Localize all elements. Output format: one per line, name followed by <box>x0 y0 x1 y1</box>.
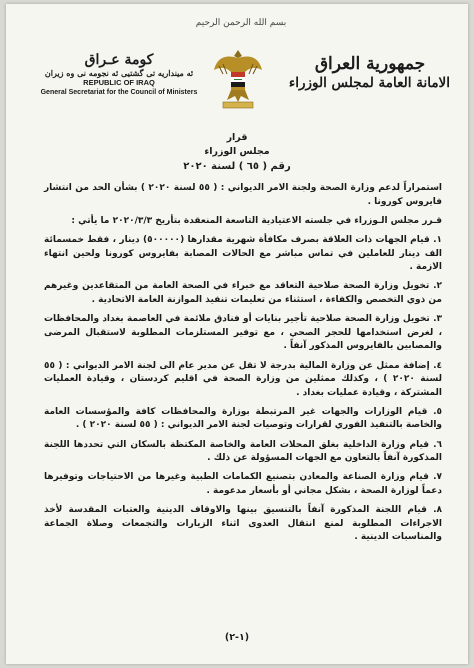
header-left-block <box>34 52 204 97</box>
page-number: (١-٢) <box>224 632 250 643</box>
item-4: ٤. إضافة ممثل عن وزارة المالية بدرجة لا تقل عن مدير عام الى لجنة الامر الديواني : ( ٥٥ لسنة ٢٠٢٠ ) ، وكذلك ممثلين من وزارة الصحة في اقليم كردستان ، وقيادة العمليات المشتركة ، وقيادة عمليات بغداد . <box>44 360 442 398</box>
decision-heading: قرار <box>226 132 248 143</box>
header-left-english-subtitle: General Secretariat for the Council of Ministers <box>40 89 198 96</box>
council-heading: مجلس الوزراء <box>204 146 270 157</box>
item-3: ٣. تخويل وزارة الصحة صلاحية تأجير بنايات أو فنادق ملائمة في العاصمة بغداد والمحافظات ، لغرض استخدامها للحجر الصحي ، مع توفير المستلزمات المطلوبة لاستقبال المرضى والمصابين بالفايروس المذكور آنفاً . <box>44 314 442 352</box>
decision-number: رقم ( ٦٥ ) لسنة ٢٠٢٠ <box>183 161 291 172</box>
header-left-english-title: REPUBLIC OF IRAQ <box>83 78 155 87</box>
header-right-block <box>290 54 450 92</box>
header-right-secretariat-title: الامانة العامة لمجلس الوزراء <box>288 75 450 91</box>
item-7: ٧. قيام وزارة الصناعة والمعادن بتصنيع الكمامات الطبية وغيرها من الاحتياجات وتوفيرها دعماً لوزارة الصحة ، بشكل مجاني أو بأسعار مدعومة . <box>44 472 442 497</box>
item-1: ١. قيام الجهات ذات العلاقة بصرف مكافأة شهرية مقدارها (٥٠٠٠٠٠) دينار ، فقط خمسمائة الف دينار للعاملين في تماس مباشر مع الحالات المصابة بفايروس كورونا ولحين انتهاء الازمة . <box>44 234 442 273</box>
resolution-paragraph: قـرر مجلس الـوزراء في جلسته الاعتيادية التاسعة المنعقدة بتأريخ ٢٠٢٠/٣/٣ ما يأتي : <box>71 215 442 226</box>
header-right-republic-title: جمهورية العراق <box>314 54 426 74</box>
document-body <box>44 182 442 551</box>
item-5: ٥. قيام الوزارات والجهات غير المرتبطة بوزارة والمحافظات كافة والمؤسسات العامة والخاصة بالتنفيذ الفوري لقرارات وتوصيات لجنة الامر الديواني : ( ٥٥ لسنة ٢٠٢٠ ) . <box>44 406 442 431</box>
intro-paragraph: استمراراً لدعم وزارة الصحة ولجنة الامر الديواني : ( ٥٥ لسنة ٢٠٢٠ ) بشأن الحد من انتشار فايروس كورونا . <box>44 183 443 207</box>
header-left-arabic-title: كومة عـراق <box>84 52 154 68</box>
basmala: بسم الله الرحمن الرحيم <box>195 18 287 28</box>
item-8: ٨. قيام اللجنة المذكورة آنفاً بالتنسيق بينها والاوقاف الدينية والعتبات المقدسة لأخذ الاجراءات المطلوبة لمنع انتقال العدوى اثناء الزيارات والتجمعات وصلاة الجماعة والمناسبات الدينية . <box>44 505 442 543</box>
document-page <box>6 4 468 664</box>
iraq-eagle-emblem-icon <box>213 44 263 112</box>
item-2: ٢. تخويل وزارة الصحة صلاحية التعاقد مع خبراء في الصحة العامة من المتقاعدين وغيرهم من ذوي التخصص والكفاءة ، استثناء من تعليمات تنفيذ الموازنة العامة الاتحادية . <box>44 281 442 305</box>
item-6: ٦. قيام وزارة الداخلية بغلق المحلات العامة والخاصة المكتظة بالسكان التي تحددها اللجنة المذكورة آنفاً بالتعاون مع الجهات المسؤولة عن ذلك . <box>44 439 442 464</box>
header-left-kurdish-subtitle: ئه مينداريه تى گشتيى ئه نجومه نى وه زيران <box>44 68 194 78</box>
